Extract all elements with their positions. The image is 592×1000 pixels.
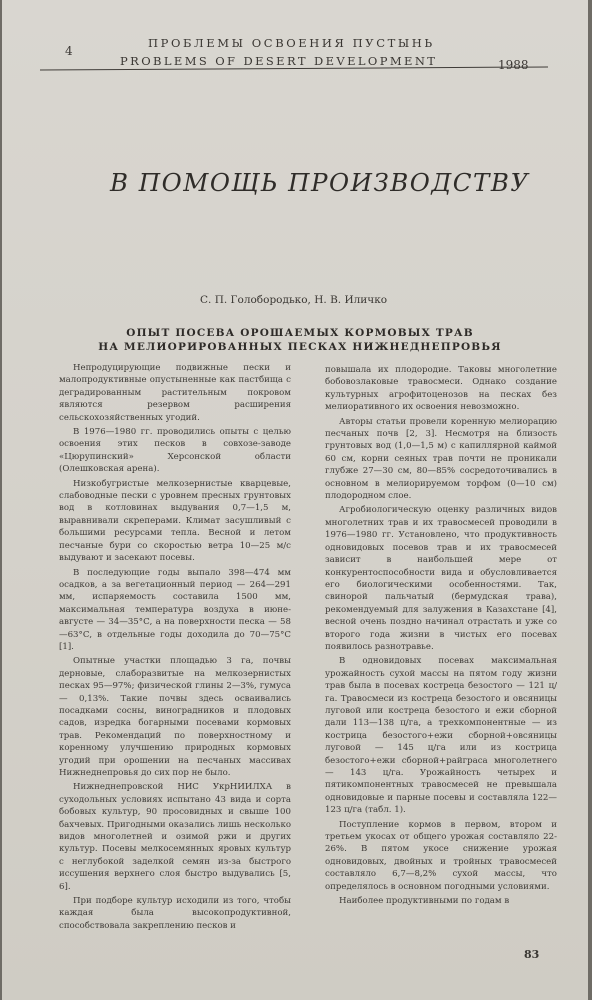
article-title: [90, 326, 510, 354]
paragraph: Поступление кормов в первом, втором и третьем укосах от общего урожая составляло 22-26%. В пятом укосе снижение урожая одновидовых, двойных и тройных травосмесей составляло 6,7—8,2% сухой массы, что определялось в основном погодными условиями.: [325, 819, 557, 892]
paragraph: В 1976—1980 гг. проводились опыты с целью освоения этих песков в совхозе-заводе «Цюрупинский» Херсонской области (Олешковская арена).: [59, 427, 291, 475]
journal-title-ru: ПРОБЛЕМЫ ОСВОЕНИЯ ПУСТЫНЬ: [148, 36, 435, 50]
paragraph: Нижнеднепровской НИС УкрНИИЛХА в суходольных условиях испытано 43 вида и сорта бобовых культур, 90 просовидных и свыше 100 бахчевых. Пригодными оказались лишь несколько видов многолетней и озимой ржи и других культур. Посевы мелкосемянных яровых культур с неглубокой заделкой семян из-за быстрого иссушения верхнего слоя быстро выдувались [5, 6].: [59, 782, 291, 892]
header-rule: [40, 66, 548, 70]
paragraph: В последующие годы выпало 398—474 мм осадков, а за вегетационный период — 264—291 мм, испаряемость составила 1500 мм, максимальная температура воздуха в июне-августе — 34—35°С, а на поверхности песка — 58—63°С, в отдельные годы доходила до 70—75°С [1].: [59, 567, 291, 652]
paragraph: Низкобугристые мелкозернистые кварцевые, слабоводные пески с уровнем пресных грунтовых вод в котловинах выдувания 0,7—1,5 м, выравнивали скреперами. Климат засушливый с большими ресурсами тепла. Весной и летом песчаные бури со скоростью ветра 10—25 м/с выдувают и засекают посевы.: [59, 478, 291, 564]
paragraph: При подборе культур исходили из того, чтобы каждая была высокопродуктивной, способствовала закреплению песков и: [59, 896, 291, 931]
article-authors: С. П. Голобородько, Н. В. Иличко: [200, 294, 388, 306]
paragraph: Авторы статьи провели коренную мелиорацию песчаных почв [2, 3]. Несмотря на близость грунтовых вод (1,0—1,5 м) с капиллярной каймой 60 см, корни сеяных трав почти не проникали глубже 27—30 см, 80—85% сосредоточивались в основном в мелиорируемом торфом (0—10 см) плодородном слое.: [325, 416, 557, 502]
left-column: [59, 362, 291, 952]
paragraph: В одновидовых посевах максимальная урожайность сухой массы на пятом году жизни трав была в посевах костреца безостого — 121 ц/га. Травосмеси из костреца безостого и овсяницы луговой или костреца безостого и ежи сборной дали 113—138 ц/га, а трехкомпонентные — из кострица безостого+ежи сборной+овсяницы луговой — 145 ц/га или из кострица безостого+ежи сборной+райграса многолетнего — 143 ц/га. Урожайность четырех и пятикомпонентных травосмесей не превышала одновидовые и парные посевы и составляла 122—123 ц/га (табл. 1).: [325, 656, 557, 816]
paragraph: повышала их плодородие. Таковы многолетние бобовозлаковые травосмеси. Однако создание культурных агрофитоценозов на песках без мелиоративного их освоения невозможно.: [325, 365, 557, 413]
journal-page: [2, 0, 588, 1000]
article-title-line-1: ОПЫТ ПОСЕВА ОРОШАЕМЫХ КОРМОВЫХ ТРАВ: [126, 327, 474, 339]
footer-page-number: 83: [524, 948, 540, 961]
paragraph: Наиболее продуктивными по годам в: [339, 896, 510, 907]
section-title: В ПОМОЩЬ ПРОИЗВОДСТВУ: [110, 168, 530, 197]
right-column: [325, 364, 557, 938]
paragraph: Опытные участки площадью 3 га, почвы дерновые, слаборазвитые на мелкозернистых песках 95—97%; физической глины 2—3%, гумуса — 0,13%. Такие почвы здесь осваивались посадками сосны, виноградников и плодовых садов, изредка богарными посевами кормовых трав. Рекомендаций по поверхностному и коренному улучшению природных кормовых угодий при орошении на песчаных массивах Нижнеднепровья до сих пор не было.: [59, 656, 291, 778]
paragraph: Агробиологическую оценку различных видов многолетних трав и их травосмесей проводили в 1976—1980 гг. Установлено, что продуктивность одновидовых посевов трав и их травосмесей зависит в наибольшей мере от конкурентоспособности вида и обусловливается его биологическими особенностями. Так, свинорой пальчатый (бермудская трава), рекомендуемый для залужения в Казахстане [4], весной очень поздно начинал отрастать и уже со второго года жизни в чистых его посевах появилось разнотравье.: [325, 505, 557, 652]
header-year: 1988: [498, 58, 529, 72]
paragraph: Непродуцирующие подвижные пески и малопродуктивные опустыненные как пастбища с деградированным растительным покровом являются резервом расширения сельскохозяйственных угодий.: [59, 363, 291, 423]
article-title-line-2: НА МЕЛИОРИРОВАННЫХ ПЕСКАХ НИЖНЕДНЕПРОВЬЯ: [98, 341, 502, 353]
journal-title-en: PROBLEMS OF DESERT DEVELOPMENT: [120, 54, 438, 68]
header-page-number: 4: [65, 44, 73, 58]
